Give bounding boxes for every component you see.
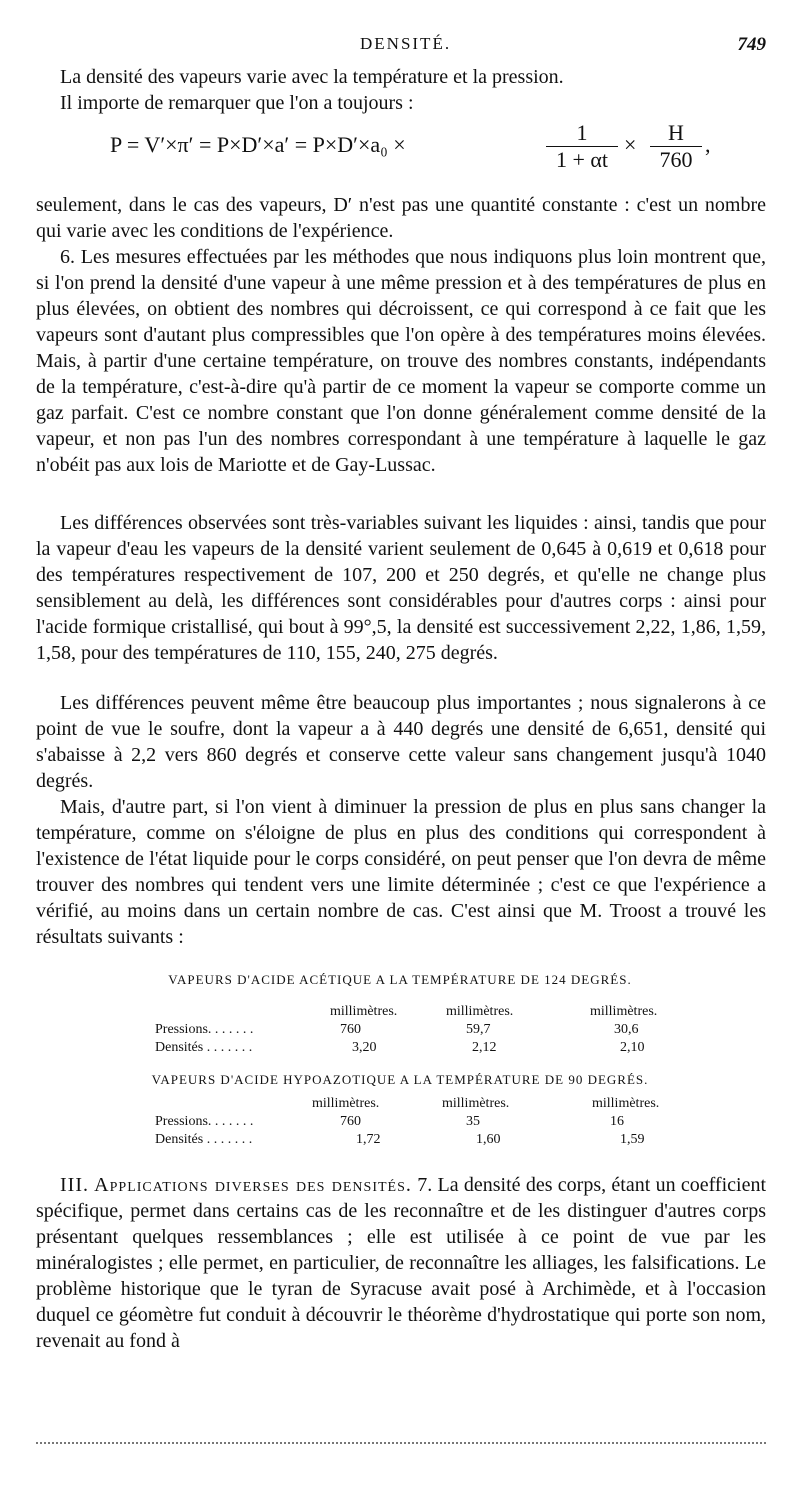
table-title: VAPEURS D'ACIDE ACÉTIQUE A LA TEMPÉRATURE DE 124 DEGRÉS. xyxy=(168,972,632,987)
running-title: DENSITÉ. xyxy=(360,34,452,53)
fraction-denominator: 760 xyxy=(659,147,693,172)
table-cell: 59,7 xyxy=(466,1022,491,1037)
table-cell: 760 xyxy=(340,1022,361,1037)
fraction-numerator: 1 xyxy=(546,120,618,147)
paragraph-text: seulement, dans le cas des vapeurs, D′ n'est pas une quantité constante : c'est un nombre qui varie avec les conditions de l'expérience. xyxy=(36,194,766,242)
table-cell: 2,10 xyxy=(620,1040,645,1055)
page-header xyxy=(0,34,800,58)
section-paragraph xyxy=(36,1172,766,1354)
formula-fraction-pressure xyxy=(650,120,702,173)
table-cell: 1,72 xyxy=(356,1132,381,1147)
unit-header: millimètres. xyxy=(312,1096,380,1111)
fraction-denominator: 1 + αt xyxy=(555,147,609,172)
unit-header: millimètres. xyxy=(590,1004,658,1019)
formula-fraction-temperature xyxy=(546,120,618,173)
unit-header: millimètres. xyxy=(592,1096,660,1111)
table-acetic-acid xyxy=(0,972,800,1062)
paragraph-text: Mais, d'autre part, si l'on vient à diminuer la pression de plus en plus sans changer la température, comme on s'éloigne de plus en plus des conditions qui correspondent à l'existence de l'état liquide pour le corps considéré, on peut penser que l'on devra de même trouver des nombres qui tendent vers une limite déterminée ; c'est ce que l'expérience a vérifié, au moins dans un certain nombre de cas. C'est ainsi que M. Troost a trouvé les résultats suivants : xyxy=(36,796,766,948)
unit-header: millimètres. xyxy=(446,1004,514,1019)
bottom-dotted-rule xyxy=(36,1442,766,1444)
table-cell: 16 xyxy=(610,1114,624,1129)
row-label-pressions: Pressions. . . . . . . xyxy=(155,1114,254,1129)
row-label-densites: Densités . . . . . . . xyxy=(155,1132,253,1147)
fraction-numerator: H xyxy=(650,120,702,147)
paragraph-text: Les différences observées sont très-variables suivant les liquides : ainsi, tandis que pour la vapeur d'eau les vapeurs de la densité varient seulement de 0,645 à 0,619 et 0,618 pour des températures respectivement de 107, 200 et 250 degrés, et qu'elle ne change plus sensiblement au delà, les différences sont considérables pour d'autres corps : ainsi pour l'acide formique cristallisé, qui bout à 99°,5, la densité est successivement 2,22, 1,86, 1,59, 1,58, pour des températures de 110, 155, 240, 275 degrés. xyxy=(36,512,766,664)
paragraph-after-formula xyxy=(36,192,766,244)
table-cell: 35 xyxy=(466,1114,480,1129)
paragraph-differences xyxy=(36,510,766,666)
formula-lhs: P = V′×π′ = P×D′×a′ = P×D′×a₀ × xyxy=(110,132,406,157)
intro-line-2: Il importe de remarquer que l'on a toujours : xyxy=(60,92,414,114)
paragraph-soufre xyxy=(36,690,766,794)
table-cell: 30,6 xyxy=(614,1022,639,1037)
table-cell: 1,60 xyxy=(476,1132,501,1147)
paragraph-6 xyxy=(36,244,766,478)
paragraph-text: 6. Les mesures effectuées par les méthodes que nous indiquons plus loin montrent que, si l'on prend la densité d'une vapeur à une même pression et à des températures de plus en plus élevées, on obtient des nombres qui décroissent, ce qui correspond à ce fait que les vapeurs sont d'autant plus compressibles que l'on opère à des températures moins élevées. Mais, à partir d'une certaine température, on trouve des nombres constants, indépendants de la température, c'est-à-dire qu'à partir de ce moment la vapeur se comporte comme un gaz parfait. C'est ce nombre constant que l'on donne généralement comme densité de la vapeur, et non pas l'un des nombres correspondant à une température à laquelle le gaz n'obéit pas aux lois de Mariotte et de Gay-Lussac. xyxy=(36,246,766,476)
density-formula xyxy=(0,120,800,180)
row-label-pressions: Pressions. . . . . . . xyxy=(155,1022,254,1037)
table-cell: 1,59 xyxy=(620,1132,645,1147)
formula-trailing-comma: , xyxy=(705,132,711,157)
table-cell: 2,12 xyxy=(472,1040,497,1055)
section-applications xyxy=(36,1172,766,1354)
unit-header: millimètres. xyxy=(330,1004,398,1019)
row-label-densites: Densités . . . . . . . xyxy=(155,1040,253,1055)
paragraph-pression xyxy=(36,794,766,950)
formula-times: × xyxy=(624,132,637,157)
section-heading: III. Applications diverses des densités. xyxy=(60,1174,412,1196)
table-cell: 760 xyxy=(340,1114,361,1129)
paragraph-text: Les différences peuvent même être beaucoup plus importantes ; nous signalerons à ce point de vue le soufre, dont la vapeur a à 440 degrés une densité de 6,651, densité qui s'abaisse à 2,2 vers 860 degrés et conserve cette valeur sans changement jusqu'à 1040 degrés. xyxy=(36,692,766,792)
section-text: 7. La densité des corps, étant un coefficient spécifique, permet dans certains cas de les reconnaître et de les distinguer d'autres corps présentant quelques ressemblances ; elle est utilisée à ce point de vue par les minéralogistes ; elle permet, en particulier, de reconnaître les alliages, les falsifications. Le problème historique que le tyran de Syracuse avait posé à Archimède, et à l'occasion duquel ce géomètre fut conduit à découvrir le théorème d'hydrostatique qui porte son nom, revenait au fond à xyxy=(36,1174,767,1352)
intro-block xyxy=(36,64,766,116)
page-number: 749 xyxy=(737,34,766,55)
unit-header: millimètres. xyxy=(442,1096,510,1111)
intro-line-1: La densité des vapeurs varie avec la température et la pression. xyxy=(60,66,564,88)
table-cell: 3,20 xyxy=(352,1040,377,1055)
table-hypoazotic-acid xyxy=(0,1072,800,1162)
table-title: VAPEURS D'ACIDE HYPOAZOTIQUE A LA TEMPÉRATURE DE 90 DEGRÉS. xyxy=(151,1072,649,1087)
